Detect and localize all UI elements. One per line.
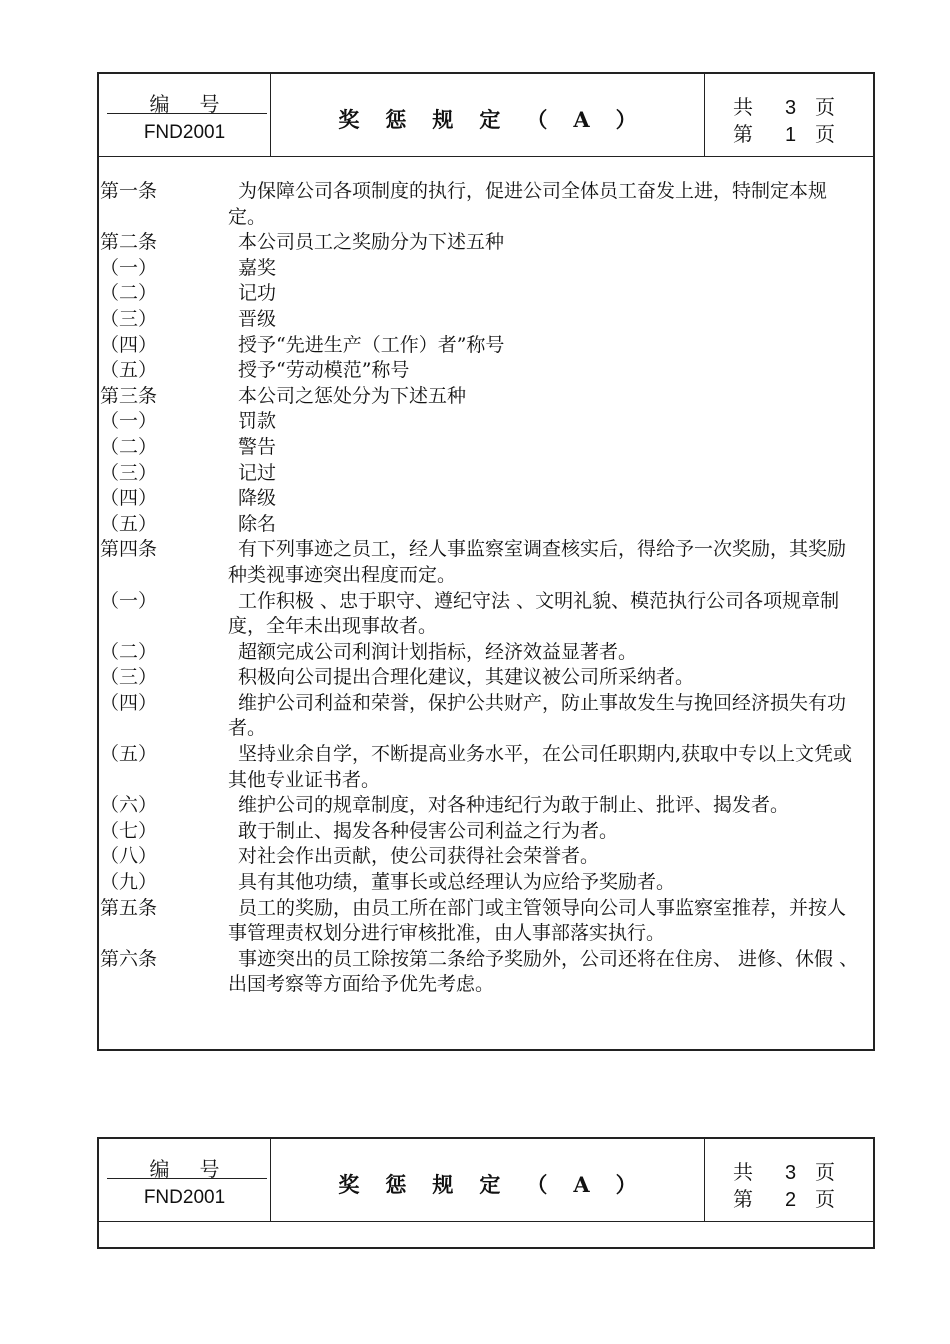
article-text: 本公司员工之奖励分为下述五种 (238, 231, 505, 254)
article-text: 授予“先进生产（工作）者”称号 (238, 333, 505, 356)
article-row (99, 819, 864, 845)
article-row (99, 665, 864, 691)
article-row (99, 256, 864, 282)
current-page (733, 118, 835, 147)
article-text: 嘉奖 (238, 256, 277, 279)
document-title: 奖惩规定（A） (338, 107, 663, 132)
regulation-body (99, 179, 864, 998)
title-cell (271, 1139, 704, 1221)
article-label: （五） (100, 512, 158, 535)
article-row (99, 384, 864, 410)
article-label: （三） (100, 461, 158, 484)
page-count-cell (704, 1139, 874, 1221)
article-text: 记功 (238, 282, 277, 305)
article-row (99, 870, 864, 896)
current-prefix: 第 (733, 122, 753, 146)
article-row (99, 435, 864, 461)
article-row (99, 333, 864, 359)
article-label: 第二条 (100, 231, 158, 254)
page-suffix: 页 (815, 122, 835, 146)
current-prefix: 第 (733, 1187, 753, 1211)
article-label: （六） (100, 794, 158, 817)
code-divider (107, 1178, 267, 1179)
article-row (99, 179, 864, 230)
article-text: 对社会作出贡献，使公司获得社会荣誉者。 (238, 845, 600, 868)
current-page-value: 1 (785, 124, 797, 146)
article-text: 具有其他功绩，董事长或总经理认为应给予奖励者。 (238, 871, 676, 894)
article-label: （二） (100, 282, 158, 305)
article-label: （二） (100, 435, 158, 458)
article-label: （八） (100, 845, 158, 868)
page-count-cell (704, 74, 874, 156)
article-label: （一） (100, 410, 158, 433)
article-label: （五） (100, 359, 158, 382)
article-label: 第六条 (100, 947, 158, 970)
article-row (99, 461, 864, 487)
article-text: 维护公司利益和荣誉，保护公共财产，防止事故发生与挽回经济损失有功者。 (228, 691, 847, 740)
article-text: 晋级 (238, 307, 277, 330)
article-text: 有下列事迹之员工，经人事监察室调查核实后，得给予一次奖励，其奖励种类视事迹突出程度而定。 (228, 538, 847, 586)
article-text: 为保障公司各项制度的执行，促进公司全体员工奋发上进，特制定本规定。 (228, 180, 828, 228)
article-text: 敢于制止、揭发各种侵害公司利益之行为者。 (238, 819, 619, 842)
article-row (99, 844, 864, 870)
total-pages-value: 3 (785, 1162, 797, 1184)
total-prefix: 共 (733, 1160, 753, 1184)
total-pages (733, 91, 835, 120)
article-text: 坚持业余自学，不断提高业务水平，在公司任职期内,获取中专以上文凭或其他专业证书者。 (228, 743, 853, 791)
article-row (99, 512, 864, 538)
page-suffix: 页 (815, 95, 835, 119)
code-value: FND2001 (143, 122, 226, 143)
article-row (99, 640, 864, 666)
article-row (99, 230, 864, 256)
article-text: 记过 (238, 461, 277, 484)
total-pages (733, 1156, 835, 1185)
article-label: （三） (100, 666, 158, 689)
article-label: （一） (100, 589, 158, 612)
code-cell (99, 1139, 271, 1221)
page-header (99, 74, 873, 157)
code-label: 编号 (149, 1157, 250, 1181)
article-row (99, 358, 864, 384)
article-label: （四） (100, 487, 158, 510)
article-row (99, 537, 864, 588)
article-label: （四） (100, 691, 158, 714)
article-row (99, 409, 864, 435)
article-text: 维护公司的规章制度，对各种违纪行为敢于制止、批评、揭发者。 (238, 794, 790, 817)
page-suffix: 页 (815, 1187, 835, 1211)
article-text: 员工的奖励，由员工所在部门或主管领导向公司人事监察室推荐，并按人事管理责权划分进行审核批准，由人事部落实执行。 (228, 896, 847, 945)
title-cell (271, 74, 704, 156)
code-label: 编号 (149, 92, 250, 116)
article-label: 第四条 (100, 538, 158, 561)
article-text: 事迹突出的员工除按第二条给予奖励外，公司还将在住房、 进修、休假 、出国考察等方面给予优先考虑。 (228, 947, 859, 996)
document-page-1 (97, 72, 875, 1051)
article-text: 罚款 (238, 410, 277, 433)
code-cell (99, 74, 271, 156)
page-suffix: 页 (815, 1160, 835, 1184)
article-text: 本公司之惩处分为下述五种 (238, 384, 467, 407)
article-row (99, 281, 864, 307)
article-text: 工作积极 、忠于职守、遵纪守法 、文明礼貌、模范执行公司各项规章制度，全年未出现事故者。 (228, 589, 840, 638)
article-label: （七） (100, 819, 158, 842)
document-title: 奖惩规定（A） (338, 1172, 663, 1197)
article-text: 积极向公司提出合理化建议，其建议被公司所采纳者。 (238, 666, 695, 689)
article-row (99, 486, 864, 512)
article-row (99, 307, 864, 333)
article-text: 警告 (238, 435, 277, 458)
article-label: （九） (100, 871, 158, 894)
document-page-2 (97, 1137, 875, 1249)
article-label: （三） (100, 307, 158, 330)
total-prefix: 共 (733, 95, 753, 119)
article-label: 第五条 (100, 896, 158, 919)
article-row (99, 589, 864, 640)
current-page (733, 1183, 835, 1212)
article-text: 超额完成公司利润计划指标，经济效益显著者。 (238, 640, 638, 663)
code-value: FND2001 (143, 1187, 226, 1208)
article-row (99, 793, 864, 819)
article-label: 第三条 (100, 384, 158, 407)
code-divider (107, 113, 267, 114)
article-row (99, 896, 864, 947)
article-text: 授予“劳动模范”称号 (238, 359, 410, 382)
article-row (99, 691, 864, 742)
article-row (99, 947, 864, 998)
article-row (99, 742, 864, 793)
article-label: （二） (100, 640, 158, 663)
total-pages-value: 3 (785, 97, 797, 119)
article-text: 除名 (238, 512, 277, 535)
page-header (99, 1139, 873, 1222)
article-label: （四） (100, 333, 158, 356)
article-label: 第一条 (100, 180, 158, 202)
article-label: （一） (100, 256, 158, 279)
current-page-value: 2 (785, 1189, 797, 1211)
article-label: （五） (100, 743, 158, 766)
article-text: 降级 (238, 487, 277, 510)
